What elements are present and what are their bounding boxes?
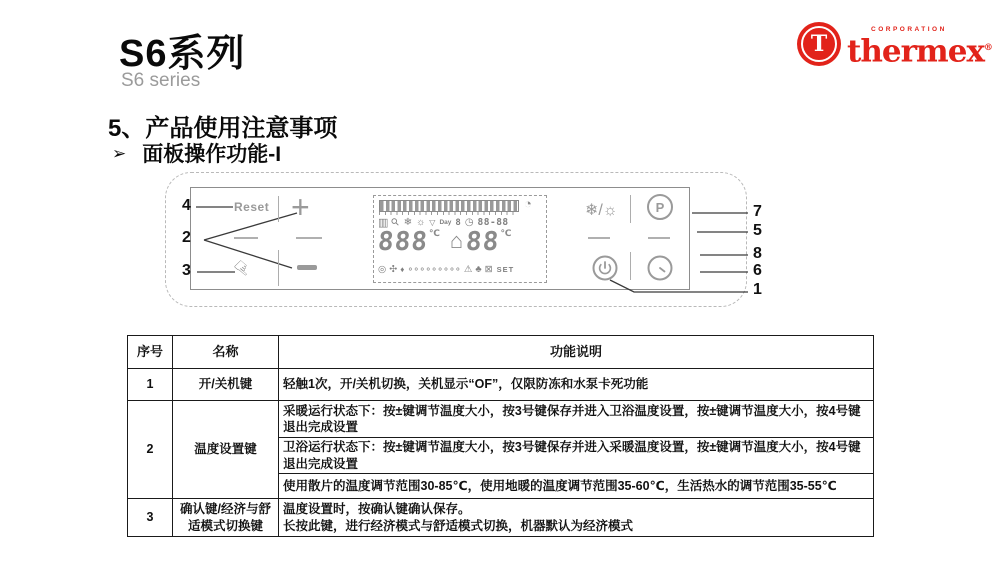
separator <box>278 196 279 222</box>
program-button-label: P <box>655 199 665 215</box>
table-header-row <box>128 336 874 369</box>
main-temp-unit: ℃ <box>428 228 440 238</box>
program-button <box>647 194 673 220</box>
page-subtitle: S6 series <box>121 70 201 91</box>
level-dots: ∘∘∘∘∘∘∘∘∘ <box>407 264 461 275</box>
lcd-display <box>373 195 547 283</box>
main-temp-digits: 888 <box>376 227 430 257</box>
row3-description <box>279 499 874 537</box>
indicator-dash <box>588 237 610 239</box>
table-row <box>128 369 874 401</box>
waterdrop-icon: ♦ <box>400 265 405 274</box>
day-digit: 8 <box>455 217 461 228</box>
wifi-icon: ▽ <box>429 218 436 227</box>
shower-icon: ⚲ <box>389 216 403 229</box>
set-label: SET <box>496 265 515 274</box>
sub-temp-digits: 88 <box>464 227 501 257</box>
clock-icon <box>647 255 673 281</box>
warning-icon: ⚠ <box>463 264 473 275</box>
timer-button <box>647 255 673 286</box>
callout-5: 5 <box>753 222 762 239</box>
table-row <box>128 499 874 537</box>
callout-8: 8 <box>753 245 762 262</box>
emblem-letter: T <box>810 31 828 57</box>
minus-button <box>297 265 317 270</box>
power-button <box>592 255 618 286</box>
separator <box>630 195 631 223</box>
callout-2: 2 <box>182 229 191 246</box>
indicator-dash <box>648 237 670 239</box>
winter-summer-mode-icon: ❄/☼ <box>585 202 618 219</box>
row1-name: 开/关机键 <box>173 369 279 401</box>
power-icon <box>592 255 618 281</box>
house-icon: ⌂ <box>449 228 464 253</box>
callout-1: 1 <box>753 281 762 298</box>
separator <box>278 250 279 286</box>
logo-corporation-label: CORPORATION <box>871 26 947 33</box>
time-digits: 88-88 <box>477 217 509 228</box>
bullet-heading-label: 面板操作功能-I <box>142 143 282 166</box>
row3-number: 3 <box>128 499 173 537</box>
fan-icon: ✣ <box>389 264 398 275</box>
snowflake-icon: ❄ <box>403 217 413 228</box>
plus-button: + <box>291 189 310 225</box>
row2-name: 温度设置键 <box>173 401 279 499</box>
lcd-bottom-row <box>378 264 515 275</box>
col-header-name: 名称 <box>173 336 279 369</box>
row2-description-heating: 采暖运行状态下：按±键调节温度大小，按3号键保存并进入卫浴温度设置，按±键调节温度大小，按4号键退出完成设置 <box>279 401 874 438</box>
touch-hand-icon: ☝ <box>229 255 255 279</box>
separator <box>630 252 631 280</box>
clock-small-icon: ◷ <box>464 217 474 228</box>
callout-3: 3 <box>182 262 191 279</box>
row2-description-bath: 卫浴运行状态下：按±键调节温度大小，按3号键保存并进入采暖温度设置，按±键调节温度大小，按4号键退出完成设置 <box>279 438 874 474</box>
registered-mark: ® <box>983 43 992 53</box>
col-header-description: 功能说明 <box>279 336 874 369</box>
day-label: Day <box>439 219 452 226</box>
function-table <box>127 335 874 537</box>
section-title: 5、产品使用注意事项 <box>108 115 338 142</box>
reset-button-label: Reset <box>234 200 270 214</box>
logo-text <box>847 22 992 70</box>
page-title: S6系列 <box>119 33 246 75</box>
timeline-ticks <box>379 212 517 215</box>
alarm-clock-icon: ◔ <box>524 196 532 211</box>
logo-brand-label <box>847 33 992 70</box>
row2-number: 2 <box>128 401 173 499</box>
row1-description: 轻触1次，开/关机切换，关机显示“OF”，仅限防冻和水泵卡死功能 <box>279 369 874 401</box>
row1-number: 1 <box>128 369 173 401</box>
pump-icon: ◎ <box>378 264 387 275</box>
row3-description-line1: 温度设置时，按确认键确认保存。 <box>283 502 471 516</box>
boxed-x-icon: ⊠ <box>484 264 493 275</box>
sun-icon: ☼ <box>416 217 426 228</box>
radiator-icon: ▥ <box>378 217 389 229</box>
network-icon: ♣ <box>475 264 482 275</box>
col-header-number: 序号 <box>128 336 173 369</box>
brand-word: thermex <box>847 33 984 70</box>
bullet-heading <box>112 138 281 168</box>
timeline-segment-bar <box>379 200 519 212</box>
lcd-temperature-row <box>378 228 513 256</box>
sub-temp-unit: ℃ <box>500 228 512 238</box>
callout-6: 6 <box>753 262 762 279</box>
thermex-emblem-icon <box>797 22 841 66</box>
thermex-logo <box>797 22 992 70</box>
arrow-bullet-icon: ➢ <box>112 144 127 163</box>
row2-description-range: 使用散片的温度调节范围30-85℃，使用地暖的温度调节范围35-60℃，生活热水的调节范围35-55℃ <box>279 474 874 499</box>
table-row <box>128 401 874 438</box>
row3-description-line2: 长按此键，进行经济模式与舒适模式切换，机器默认为经济模式 <box>283 518 634 533</box>
row3-name: 确认键/经济与舒适模式切换键 <box>173 499 279 537</box>
indicator-dash <box>296 237 322 239</box>
indicator-dash <box>234 237 258 239</box>
callout-7: 7 <box>753 203 762 220</box>
callout-4: 4 <box>182 197 191 214</box>
